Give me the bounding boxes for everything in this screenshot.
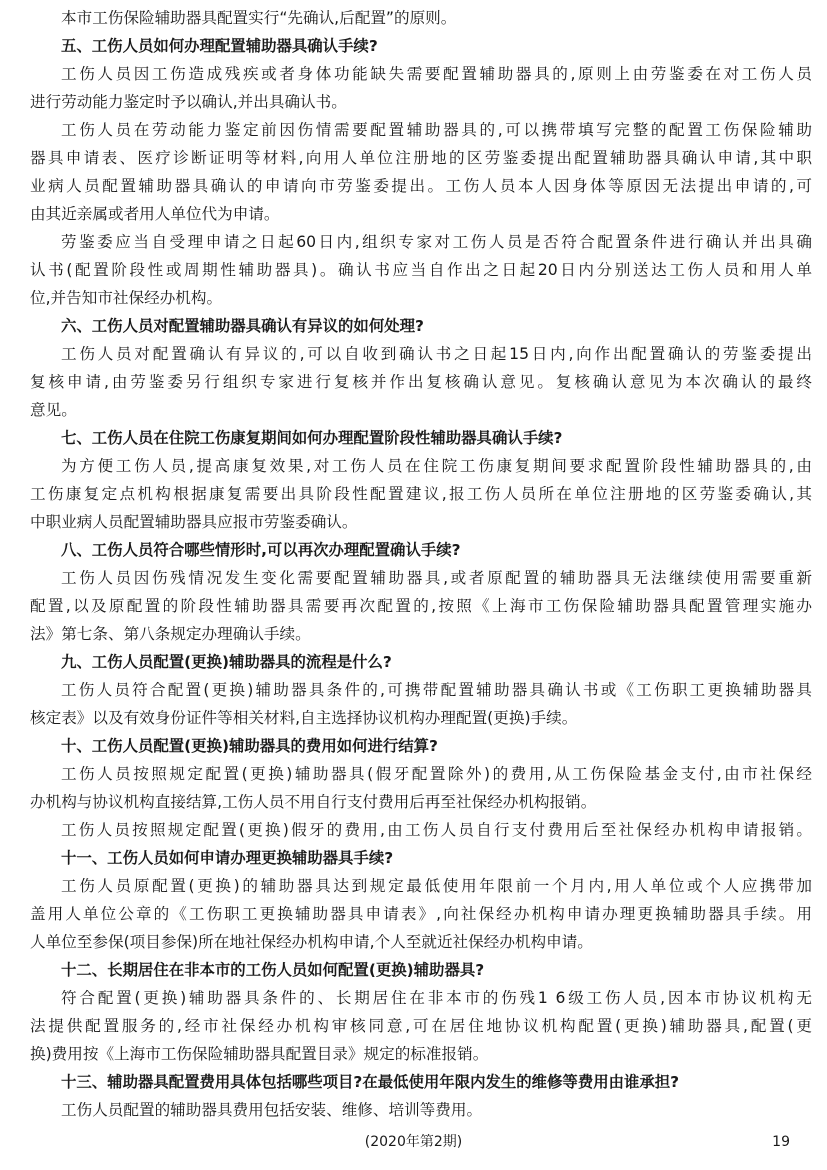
body-text-line: 位,并告知市社保经办机构。 — [30, 289, 223, 307]
body-text-line: 工伤人员按照规定配置(更换)假牙的费用,由工伤人员自行支付费用后至社保经办机构申请报销。 — [61, 821, 812, 839]
page-number: 19 — [772, 1134, 790, 1150]
section-heading: 五、工伤人员如何办理配置辅助器具确认手续? — [61, 37, 378, 55]
body-text-line: 工伤康复定点机构根据康复需要出具阶段性配置建议,报工伤人员所在单位注册地的区劳鉴委确认,其 — [30, 485, 812, 503]
body-text-line: 工伤人员在劳动能力鉴定前因伤情需要配置辅助器具的,可以携带填写完整的配置工伤保险辅助 — [61, 121, 812, 139]
body-text-line: 工伤人员因工伤造成残疾或者身体功能缺失需要配置辅助器具的,原则上由劳鉴委在对工伤人员 — [61, 65, 812, 83]
body-text-line: 法》第七条、第八条规定办理确认手续。 — [30, 625, 311, 643]
section-heading: 七、工伤人员在住院工伤康复期间如何办理配置阶段性辅助器具确认手续? — [61, 429, 563, 447]
section-heading: 八、工伤人员符合哪些情形时,可以再次办理配置确认手续? — [61, 541, 461, 559]
body-text-line: 为方便工伤人员,提高康复效果,对工伤人员在住院工伤康复期间要求配置阶段性辅助器具的,由 — [61, 457, 812, 475]
body-text-line: 配置,以及原配置的阶段性辅助器具需要再次配置的,按照《上海市工伤保险辅助器具配置管理实施办 — [30, 597, 812, 615]
body-text-line: 工伤人员按照规定配置(更换)辅助器具(假牙配置除外)的费用,从工伤保险基金支付,由市社保经 — [61, 765, 812, 783]
issue-label: (2020年第2期) — [364, 1134, 463, 1150]
body-text-line: 进行劳动能力鉴定时予以确认,并出具确认书。 — [30, 93, 347, 111]
body-text-line: 中职业病人员配置辅助器具应报市劳鉴委确认。 — [30, 513, 358, 531]
body-text-line: 核定表》以及有效身份证件等相关材料,自主选择协议机构办理配置(更换)手续。 — [30, 709, 578, 727]
body-text-line: 法提供配置服务的,经市社保经办机构审核同意,可在居住地协议机构配置(更换)辅助器具,配置(更 — [30, 1017, 812, 1035]
body-text-line: 由其近亲属或者用人单位代为申请。 — [30, 205, 280, 223]
body-text-line: 工伤人员配置的辅助器具费用包括安装、维修、培训等费用。 — [61, 1101, 483, 1119]
section-heading: 十三、辅助器具配置费用具体包括哪些项目?在最低使用年限内发生的维修等费用由谁承担? — [61, 1073, 680, 1091]
body-text-line: 器具申请表、医疗诊断证明等材料,向用人单位注册地的区劳鉴委提出配置辅助器具确认申请,其中职 — [30, 149, 812, 167]
body-text-line: 换)费用按《上海市工伤保险辅助器具配置目录》规定的标准报销。 — [30, 1045, 489, 1063]
body-text-line: 本市工伤保险辅助器具配置实行“先确认,后配置”的原则。 — [61, 9, 457, 27]
body-text-line: 复核申请,由劳鉴委另行组织专家进行复核并作出复核确认意见。复核确认意见为本次确认的最终 — [30, 373, 812, 391]
page-footer — [0, 1130, 827, 1154]
document-page — [30, 4, 812, 1124]
body-text-line: 意见。 — [30, 401, 77, 419]
section-heading: 十二、长期居住在非本市的工伤人员如何配置(更换)辅助器具? — [61, 961, 485, 979]
section-heading: 十、工伤人员配置(更换)辅助器具的费用如何进行结算? — [61, 737, 438, 755]
body-text-line: 认书(配置阶段性或周期性辅助器具)。确认书应当自作出之日起20日内分别送达工伤人员和用人单 — [30, 261, 812, 279]
body-text-line: 工伤人员符合配置(更换)辅助器具条件的,可携带配置辅助器具确认书或《工伤职工更换辅助器具 — [61, 681, 812, 699]
body-text-line: 工伤人员因伤残情况发生变化需要配置辅助器具,或者原配置的辅助器具无法继续使用需要重新 — [61, 569, 812, 587]
body-text-line: 盖用人单位公章的《工伤职工更换辅助器具申请表》,向社保经办机构申请办理更换辅助器具手续。用 — [30, 905, 812, 923]
body-text-line: 业病人员配置辅助器具确认的申请向市劳鉴委提出。工伤人员本人因身体等原因无法提出申请的,可 — [30, 177, 812, 195]
body-text-line: 符合配置(更换)辅助器具条件的、长期居住在非本市的伤残1 6级工伤人员,因本市协议机构无 — [61, 989, 812, 1007]
section-heading: 六、工伤人员对配置辅助器具确认有异议的如何处理? — [61, 317, 424, 335]
section-heading: 十一、工伤人员如何申请办理更换辅助器具手续? — [61, 849, 394, 867]
body-text-line: 工伤人员对配置确认有异议的,可以自收到确认书之日起15日内,向作出配置确认的劳鉴委提出 — [61, 345, 812, 363]
body-text-line: 工伤人员原配置(更换)的辅助器具达到规定最低使用年限前一个月内,用人单位或个人应携带加 — [61, 877, 812, 895]
section-heading: 九、工伤人员配置(更换)辅助器具的流程是什么? — [61, 653, 392, 671]
body-text-line: 劳鉴委应当自受理申请之日起60日内,组织专家对工伤人员是否符合配置条件进行确认并出具确 — [61, 233, 812, 251]
body-text-line: 人单位至参保(项目参保)所在地社保经办机构申请,个人至就近社保经办机构申请。 — [30, 933, 593, 951]
body-text-line: 办机构与协议机构直接结算,工伤人员不用自行支付费用后再至社保经办机构报销。 — [30, 793, 597, 811]
